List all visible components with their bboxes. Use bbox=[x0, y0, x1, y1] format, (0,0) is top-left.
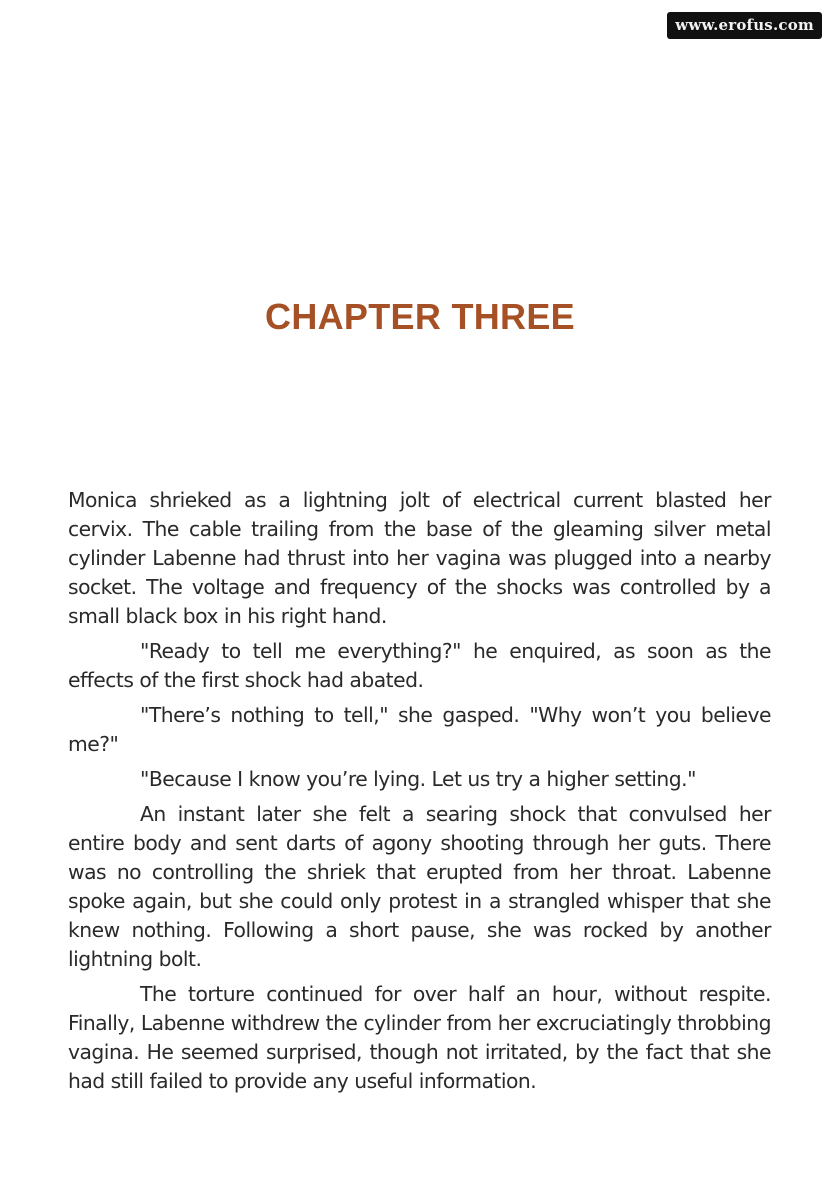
paragraph-6: The torture continued for over half an hour, without respite. Finally, Labenne withdrew the cylinder from her excruciatingly throbbing vagina. He seemed surprised, though not irritated, by the fact that she had still failed to provide any useful information. bbox=[68, 982, 771, 1093]
paragraph-2: "Ready to tell me everything?" he enquired, as soon as the effects of the first shock had abated. bbox=[68, 639, 771, 692]
paragraph-4: "Because I know you’re lying. Let us try a higher setting." bbox=[140, 767, 696, 791]
watermark-text: www.erofus.com bbox=[675, 16, 814, 34]
chapter-body bbox=[68, 486, 771, 1102]
paragraph-1: Monica shrieked as a lightning jolt of electrical current blasted her cervix. The cable trailing from the base of the gleaming silver metal cylinder Labenne had thrust into her vagina was plugged into a nearby socket. The voltage and frequency of the shocks was controlled by a small black box in his right hand. bbox=[68, 488, 771, 628]
paragraph-5: An instant later she felt a searing shock that convulsed her entire body and sent darts of agony shooting through her guts. There was no controlling the shriek that erupted from her throat. Labenne spoke again, but she could only protest in a strangled whisper that she knew nothing. Following a short pause, she was rocked by another lightning bolt. bbox=[68, 802, 771, 971]
paragraph-3: "There’s nothing to tell," she gasped. "Why won’t you believe me?" bbox=[68, 703, 771, 756]
chapter-title: CHAPTER THREE bbox=[265, 296, 575, 337]
watermark-badge bbox=[667, 12, 822, 39]
